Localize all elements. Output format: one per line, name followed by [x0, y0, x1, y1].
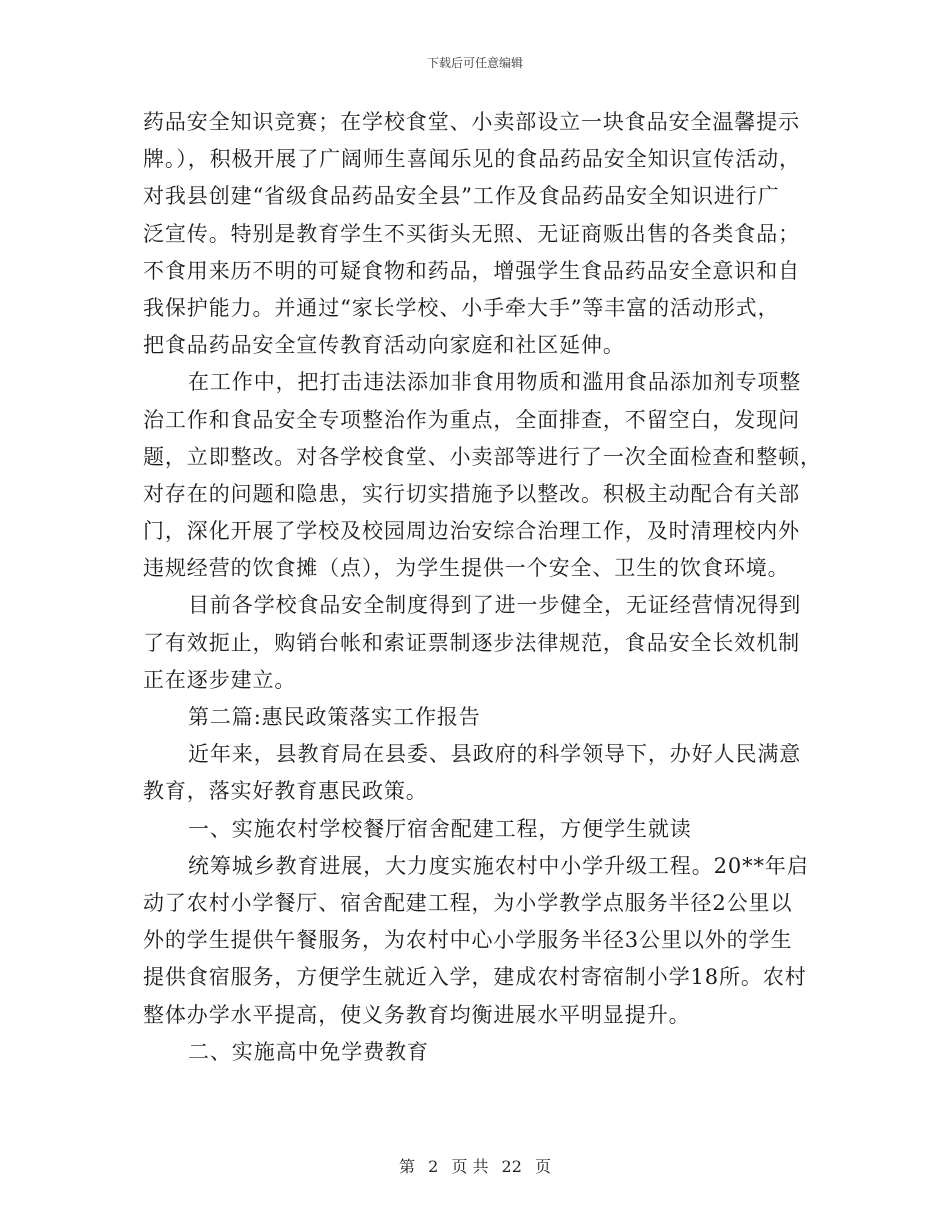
- text-line: 教育，落实好教育惠民政策。: [143, 779, 428, 804]
- text-line: 泛宣传。特别是教育学生不买街头无照、无证商贩出售的各类食品；: [143, 221, 800, 246]
- text-line: 治工作和食品安全专项整治作为重点，全面排查，不留空白，发现问: [143, 407, 800, 432]
- text-line: 门，深化开展了学校及校园周边治安综合治理工作，及时清理校内外: [143, 519, 800, 544]
- text-line: 近年来，县教育局在县委、县政府的科学领导下，办好人民满意: [188, 742, 802, 767]
- text-line: 题，立即整改。对各学校食堂、小卖部等进行了一次全面检查和整顿，: [143, 444, 822, 469]
- footer-prefix: 第: [398, 1157, 415, 1176]
- text-line: 二、实施高中免学费教育: [188, 1039, 429, 1064]
- text-line: 我保护能力。并通过“家长学校、小手牵大手”等丰富的活动形式，: [143, 295, 780, 320]
- text-line: 整体办学水平提高，使义务教育均衡进展水平明显提升。: [143, 1002, 691, 1027]
- document-body: [143, 104, 822, 1071]
- text-line: 把食品药品安全宣传教育活动向家庭和社区延伸。: [143, 333, 625, 358]
- text-line: 在工作中，把打击违法添加非食用物质和滥用食品添加剂专项整: [188, 370, 802, 395]
- text-line: 违规经营的饮食摊（点），为学生提供一个安全、卫生的饮食环境。: [143, 556, 790, 581]
- text-line: 正在逐步建立。: [143, 667, 297, 692]
- text-line: 统筹城乡教育进展，大力度实施农村中小学升级工程。20**年启: [188, 853, 809, 878]
- page-header-note: 下载后可任意编辑: [426, 56, 523, 70]
- text-line: 目前各学校食品安全制度得到了进一步健全，无证经营情况得到: [188, 593, 802, 618]
- text-line: 提供食宿服务，方便学生就近入学，建成农村寄宿制小学18所。农村: [143, 965, 807, 990]
- text-line: 一、实施农村学校餐厅宿舍配建工程，方便学生就读: [188, 816, 692, 841]
- text-line: 药品安全知识竞赛；在学校食堂、小卖部设立一块食品安全温馨提示: [143, 110, 800, 134]
- footer-suffix: 页: [535, 1157, 552, 1176]
- text-line: 对存在的问题和隐患，实行切实措施予以整改。积极主动配合有关部: [143, 481, 800, 506]
- footer-middle: 页 共: [451, 1157, 489, 1176]
- text-line: 外的学生提供午餐服务，为农村中心小学服务半径3公里以外的学生: [143, 928, 793, 953]
- text-line: 第二篇:惠民政策落实工作报告: [188, 705, 481, 729]
- text-line: 不食用来历不明的可疑食物和药品，增强学生食品药品安全意识和自: [143, 258, 800, 283]
- text-line: 动了农村小学餐厅、宿舍配建工程，为小学教学点服务半径2公里以: [143, 890, 793, 915]
- page-footer: [0, 1154, 950, 1177]
- text-line: 牌。），积极开展了广阔师生喜闻乐见的食品药品安全知识宣传活动，: [143, 147, 801, 172]
- text-line: 对我县创建“省级食品药品安全县”工作及食品药品安全知识进行广: [143, 184, 780, 209]
- footer-total-pages: 22: [501, 1157, 522, 1176]
- footer-page-number: 2: [428, 1157, 439, 1176]
- text-line: 了有效扼止，购销台帐和索证票制逐步法律规范，食品安全长效机制: [143, 630, 800, 655]
